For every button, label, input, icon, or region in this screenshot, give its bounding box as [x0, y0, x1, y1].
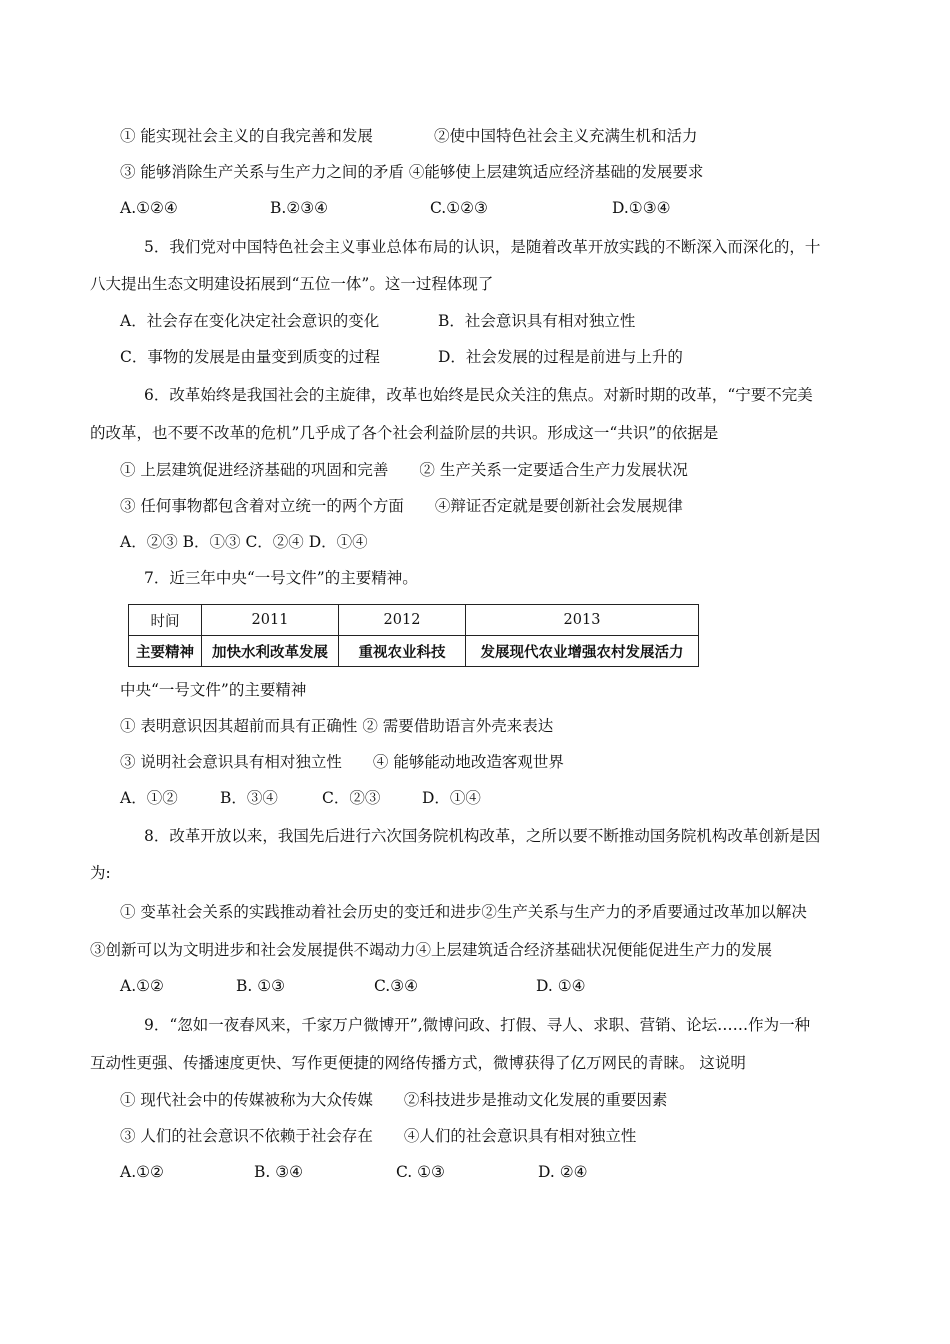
q9-choice-c: C. ①③ [396, 1163, 445, 1181]
q4-choice-c: C.①②③ [430, 199, 488, 217]
q7-options-row-2: ③ 说明社会意识具有相对独立性 ④ 能够能动地改造客观世界 [120, 753, 564, 771]
q5-option-c: C．事物的发展是由量变到质变的过程 [120, 348, 380, 366]
q9-options-row-2: ③ 人们的社会意识不依赖于社会存在 ④人们的社会意识具有相对独立性 [120, 1127, 637, 1145]
q9-stem-line-2: 互动性更强、传播速度更快、写作更便捷的网络传播方式，微博获得了亿万网民的青睐。 这说明 [90, 1054, 746, 1072]
q5-stem-line-1: 5．我们党对中国特色社会主义事业总体布局的认识，是随着改革开放实践的不断深入而深化的，十 [144, 238, 821, 256]
q9-options-row-1: ① 现代社会中的传媒被称为大众传媒 ②科技进步是推动文化发展的重要因素 [120, 1091, 668, 1109]
q7-table-cell-2013: 发展现代农业增强农村发展活力 [466, 636, 699, 667]
q6-options-row-1: ① 上层建筑促进经济基础的巩固和完善 ② 生产关系一定要适合生产力发展状况 [120, 461, 688, 479]
q7-choice-d: D．①④ [422, 789, 481, 807]
q8-stem-line-2: 为: [90, 864, 111, 882]
q8-choice-b: B. ①③ [236, 977, 286, 995]
q8-choice-c: C.③④ [374, 977, 419, 995]
q7-table-cell-2012: 重视农业科技 [339, 636, 466, 667]
q9-stem-line-1: 9．“忽如一夜春风来，千家万户微博开”,微博问政、打假、寻人、求职、营销、论坛……作为一种 [144, 1016, 811, 1034]
q7-choice-c: C．②③ [322, 789, 381, 807]
q8-stem-line-1: 8．改革开放以来，我国先后进行六次国务院机构改革，之所以要不断推动国务院机构改革创新是因 [144, 827, 821, 845]
q7-table-header-2011: 2011 [202, 605, 339, 636]
q7-table-header-2013: 2013 [466, 605, 699, 636]
q7-table-header-2012: 2012 [339, 605, 466, 636]
q5-option-d: D．社会发展的过程是前进与上升的 [438, 348, 683, 366]
q8-choice-a: A.①② [120, 977, 164, 995]
q6-stem-line-1: 6．改革始终是我国社会的主旋律，改革也始终是民众关注的焦点。对新时期的改革，“宁要不完美 [144, 386, 813, 404]
q7-caption: 中央“一号文件”的主要精神 [120, 681, 307, 699]
q7-table [128, 604, 699, 667]
q5-stem-line-2: 八大提出生态文明建设拓展到“五位一体”。这一过程体现了 [90, 275, 494, 293]
q8-choice-d: D. ①④ [536, 977, 586, 995]
q7-table-body-row [129, 636, 699, 667]
q6-options-row-2: ③ 任何事物都包含着对立统一的两个方面 ④辩证否定就是要创新社会发展规律 [120, 497, 683, 515]
q5-option-a: A．社会存在变化决定社会意识的变化 [120, 312, 380, 330]
q7-table-header-time: 时间 [129, 605, 202, 636]
q5-option-b: B．社会意识具有相对独立性 [438, 312, 636, 330]
q7-table-cell-label: 主要精神 [129, 636, 202, 667]
q7-table-header-row [129, 605, 699, 636]
q7-choice-b: B．③④ [220, 789, 278, 807]
q7-choice-a: A．①② [120, 789, 178, 807]
q6-choices: A．②③ B．①③ C．②④ D．①④ [120, 533, 368, 551]
q8-options-row-1: ① 变革社会关系的实践推动着社会历史的变迁和进步②生产关系与生产力的矛盾要通过改革加以解决 [120, 903, 807, 921]
q7-table-cell-2011: 加快水利改革发展 [202, 636, 339, 667]
q9-choice-d: D. ②④ [538, 1163, 588, 1181]
q4-choice-b: B.②③④ [270, 199, 329, 217]
q6-stem-line-2: 的改革，也不要不改革的危机”几乎成了各个社会利益阶层的共识。形成这一“共识”的依据是 [90, 424, 719, 442]
q9-choice-a: A.①② [120, 1163, 164, 1181]
q7-options-row-1: ① 表明意识因其超前而具有正确性 ② 需要借助语言外壳来表达 [120, 717, 554, 735]
q8-options-row-2: ③创新可以为文明进步和社会发展提供不竭动力④上层建筑适合经济基础状况便能促进生产力的发展 [90, 941, 773, 959]
q9-choice-b: B. ③④ [254, 1163, 304, 1181]
q4-choice-a: A.①②④ [120, 199, 178, 217]
q4-options-row-2: ③ 能够消除生产关系与生产力之间的矛盾 ④能够使上层建筑适应经济基础的发展要求 [120, 163, 704, 181]
q7-stem: 7．近三年中央“一号文件”的主要精神。 [144, 569, 418, 587]
q4-choice-d: D.①③④ [612, 199, 671, 217]
q4-option-2: ②使中国特色社会主义充满生机和活力 [434, 127, 698, 145]
q4-option-1: ① 能实现社会主义的自我完善和发展 [120, 127, 373, 145]
